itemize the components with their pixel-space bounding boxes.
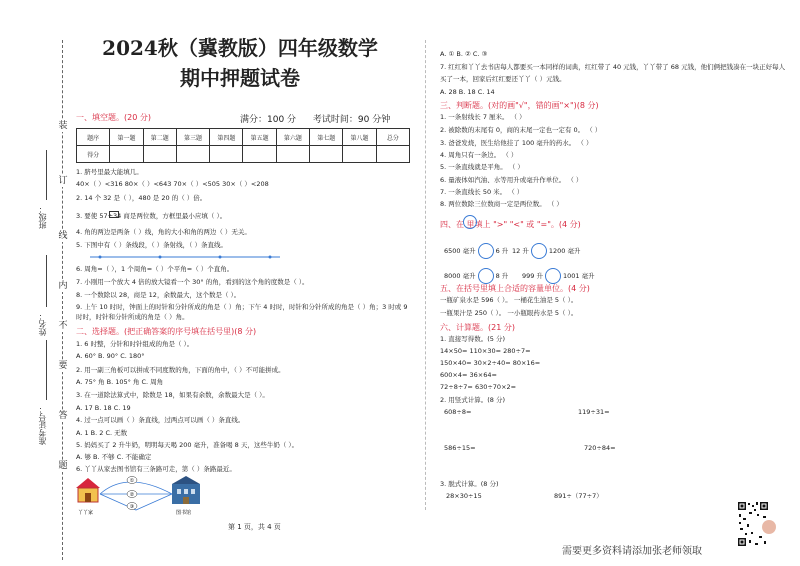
vertical-item: 720÷84= <box>584 444 616 452</box>
exam-subtitle: 期中押题试卷 <box>180 66 300 90</box>
route-map <box>72 472 222 516</box>
table-cell: 第八题 <box>343 129 376 146</box>
question-text: 1. 6 时整，分针和时针组成的角是（ ）。 <box>76 340 194 348</box>
binding-word: 内 <box>58 281 68 291</box>
section6-title: 六、计算题。(21 分) <box>440 323 515 332</box>
score-cell[interactable] <box>176 146 209 163</box>
table-cell: 第七题 <box>310 129 343 146</box>
class-label: 班级： <box>38 205 47 229</box>
score-info <box>240 112 404 125</box>
center-divider <box>425 40 426 510</box>
question-text: 9. 上午 10 时时，钟面上的时针和分针所成的角是（ ）角；下午 4 时时，时针和分针所成的角是（ ）角；3 时或 9 <box>76 303 408 311</box>
vertical-item: 608÷8= <box>444 408 472 416</box>
path-label: ② <box>129 492 135 498</box>
compare-circle[interactable] <box>478 243 494 259</box>
compare-item: 6500 毫升 6 升 <box>444 243 508 259</box>
table-cell: 第三题 <box>176 129 209 146</box>
question-text: 8. 一个数除以 28，商是 12，余数最大，这个数是（ ）。 <box>76 291 241 299</box>
judge-item: 6. 量液体如汽油、水等用升或毫升作单位。 （ ） <box>440 176 583 184</box>
compare-item: 12 升 1200 毫升 <box>512 243 580 259</box>
oral-row: 600×4= 36×64= <box>440 371 497 379</box>
home-label: 丫丫家 <box>78 510 94 516</box>
binding-word: 线 <box>58 231 68 241</box>
score-cell[interactable] <box>143 146 176 163</box>
table-cell: 总分 <box>376 129 409 146</box>
path-label: ① <box>129 478 135 484</box>
unit-item: 一瓶矿泉水是 596（ ）。 一桶花生油是 5（ ）。 <box>440 296 578 304</box>
avatar <box>762 520 776 534</box>
question-text: 时时，时针和分针所成的角是（ ）角。 <box>76 313 189 321</box>
binding-word: 不 <box>58 321 68 331</box>
question-options: A. 60° B. 90° C. 180° <box>76 352 145 360</box>
score-cell[interactable] <box>210 146 243 163</box>
blank-box <box>109 211 119 218</box>
table-cell: 第一题 <box>110 129 143 146</box>
binding-word: 订 <box>58 176 68 186</box>
section1-title: 一、填空题。(20 分) <box>76 113 151 122</box>
judge-item: 7. 一条直线长 50 米。 （ ） <box>440 188 524 196</box>
binding-word: 装 <box>58 121 68 131</box>
line-figure <box>90 252 280 262</box>
compare-circle[interactable] <box>545 268 561 284</box>
binding-margin <box>0 0 72 566</box>
table-cell: 题序 <box>77 129 110 146</box>
name-label: 姓名： <box>38 312 47 336</box>
judge-item: 8. 两位数除三位数商一定是两位数。 （ ） <box>440 200 563 208</box>
page-number: 第 1 页，共 4 页 <box>228 523 281 531</box>
score-cell[interactable] <box>110 146 143 163</box>
question-options: A. 1 B. 2 C. 无数 <box>76 429 128 437</box>
judge-item: 5. 一条直线就是平角。 （ ） <box>440 163 524 171</box>
compare-item: 8000 毫升 8 升 <box>444 268 508 284</box>
name-field[interactable] <box>46 255 47 307</box>
table-cell: 第五题 <box>243 129 276 146</box>
section2-title: 二、选择题。(把正确答案的序号填在括号里)(8 分) <box>76 327 257 336</box>
question-text: 5. 下图中有（ ）条线段，（ ）条射线，（ ）条直线。 <box>76 241 227 249</box>
question-options: A. ① B. ② C. ③ <box>440 50 488 58</box>
figure-point <box>219 256 222 259</box>
exam-time: 考试时间：90 分钟 <box>312 115 391 125</box>
compare-circle[interactable] <box>531 243 547 259</box>
exam-title: 2024秋（冀教版）四年级数学 <box>102 36 378 60</box>
path-label: ③ <box>129 504 135 510</box>
vertical-item: 586÷15= <box>444 444 476 452</box>
question-text: 40×（ ）<316 80×（ ）<643 70×（ ）<505 30×（ ）<208 <box>76 180 269 188</box>
score-cell[interactable] <box>376 146 409 163</box>
table-cell: 第六题 <box>276 129 309 146</box>
exam-number-label: 准考证号： <box>38 405 47 445</box>
question-text: 6. 丫丫从家去图书馆有三条路可走，第（ ）条路最近。 <box>76 465 236 473</box>
question-text: 7. 小刚用一个放大 4 倍的放大镜看一个 30° 的角，看到的这个角的度数是（ ）。 <box>76 278 309 286</box>
figure-point <box>159 256 162 259</box>
question-options: A. 75° 角 B. 105° 角 C. 周角 <box>76 378 164 386</box>
question-text: 2. 用一副三角板可以拼成不同度数的角，下面的角中，（ ）不可能拼成。 <box>76 366 285 374</box>
score-table-header-row <box>77 129 410 146</box>
library-icon <box>172 476 200 504</box>
binding-word: 答 <box>58 411 68 421</box>
question-text: 4. 角的两边是两条（ ）线，角的大小和角的两边（ ）无关。 <box>76 228 251 236</box>
question-text: 1. 脐号里最大能填几。 <box>76 168 143 176</box>
binding-dashed-line <box>62 40 63 560</box>
binding-word: 要 <box>58 361 68 371</box>
library-label: 图书馆 <box>176 510 192 516</box>
section5-title: 五、在括号里填上合适的容量单位。(4 分) <box>440 284 590 293</box>
binding-word: 题 <box>58 461 68 471</box>
judge-item: 4. 周角只有一条边。 （ ） <box>440 151 518 159</box>
question-options: A. 够 B. 不够 C. 不能确定 <box>76 453 152 461</box>
table-cell: 第二题 <box>143 129 176 146</box>
house-icon <box>76 478 100 502</box>
compare-circle[interactable] <box>478 268 494 284</box>
question-text: 3. 在一道除法算式中，除数是 18，如果有余数，余数最大是（ ）。 <box>76 391 269 399</box>
promo-text: 需要更多资料请添加张老师领取 <box>562 546 702 557</box>
judge-item: 2. 被除数的末尾有 0，商的末尾一定也一定有 0。 （ ） <box>440 126 602 134</box>
steps-item: 891÷（77÷7） <box>554 492 603 500</box>
section4-title: 四、在 里填上 ">" "<" 或 "="。(4 分) <box>440 220 581 229</box>
score-cell[interactable] <box>276 146 309 163</box>
compare-item: 999 升 1001 毫升 <box>522 268 595 284</box>
figure-point <box>99 256 102 259</box>
oral-row: 72÷8÷7= 630÷70×2= <box>440 383 517 391</box>
question-text: 2. 用竖式计算。(8 分) <box>440 396 506 404</box>
unit-item: 一瓶果汁是 250（ ）。 一小瓶眼药水是 5（ ）。 <box>440 309 578 317</box>
section3-title: 三、判断题。(对的画"√"，错的画"×")(8 分) <box>440 101 599 110</box>
question-text: 3. 要使 57÷34 商是两位数，方框里最小应填（ ）。 <box>76 212 227 220</box>
score-cell[interactable] <box>243 146 276 163</box>
judge-item: 1. 一条射线长 7 厘米。 （ ） <box>440 113 526 121</box>
full-score: 满分：100 分 <box>240 115 297 125</box>
question-text: 7. 红红和丫丫去书店每人都要买一本同样的词典，红红带了 40 元钱，丫丫带了 68 元钱，他们俩把钱凑在一块正好每人 <box>440 63 786 71</box>
table-cell: 第四题 <box>210 129 243 146</box>
score-cell[interactable] <box>343 146 376 163</box>
question-options: A. 28 B. 18 C. 14 <box>440 88 495 96</box>
question-text: 1. 直接写得数。(5 分) <box>440 335 506 343</box>
oral-row: 14×50= 110×30= 280÷7= <box>440 347 531 355</box>
vertical-item: 119÷31= <box>578 408 610 416</box>
score-table <box>76 128 410 163</box>
question-options: A. 17 B. 18 C. 19 <box>76 404 131 412</box>
compare-circle <box>463 215 477 229</box>
question-text: 买了一本，回家后红红要还丫丫（ ）元钱。 <box>440 75 566 83</box>
judge-item: 3. 爸爸发烧，医生给他挂了 100 毫升的药水。 （ ） <box>440 139 593 147</box>
class-field[interactable] <box>46 150 47 200</box>
question-text: 4. 过一点可以画（ ）条直线，过两点可以画（ ）条直线。 <box>76 416 245 424</box>
question-text: 5. 妈妈买了 2 升牛奶，明明每天喝 200 毫升，准备喝 8 天，这些牛奶（ ）。 <box>76 441 299 449</box>
steps-item: 28×30÷15 <box>446 492 482 500</box>
table-cell: 得分 <box>77 146 110 163</box>
question-text: 3. 脱式计算。(8 分) <box>440 480 499 488</box>
question-text: 6. 周角=（ ），1 个周角=（ ）个平角=（ ）个直角。 <box>76 265 234 273</box>
score-cell[interactable] <box>310 146 343 163</box>
question-text: 2. 14 个 32 是（ ），480 是 20 的（ ）倍。 <box>76 194 207 202</box>
exam-number-field[interactable] <box>46 340 47 400</box>
figure-point <box>269 256 272 259</box>
score-table-score-row <box>77 146 410 163</box>
oral-row: 150×40= 30×2÷40= 80×16= <box>440 359 541 367</box>
